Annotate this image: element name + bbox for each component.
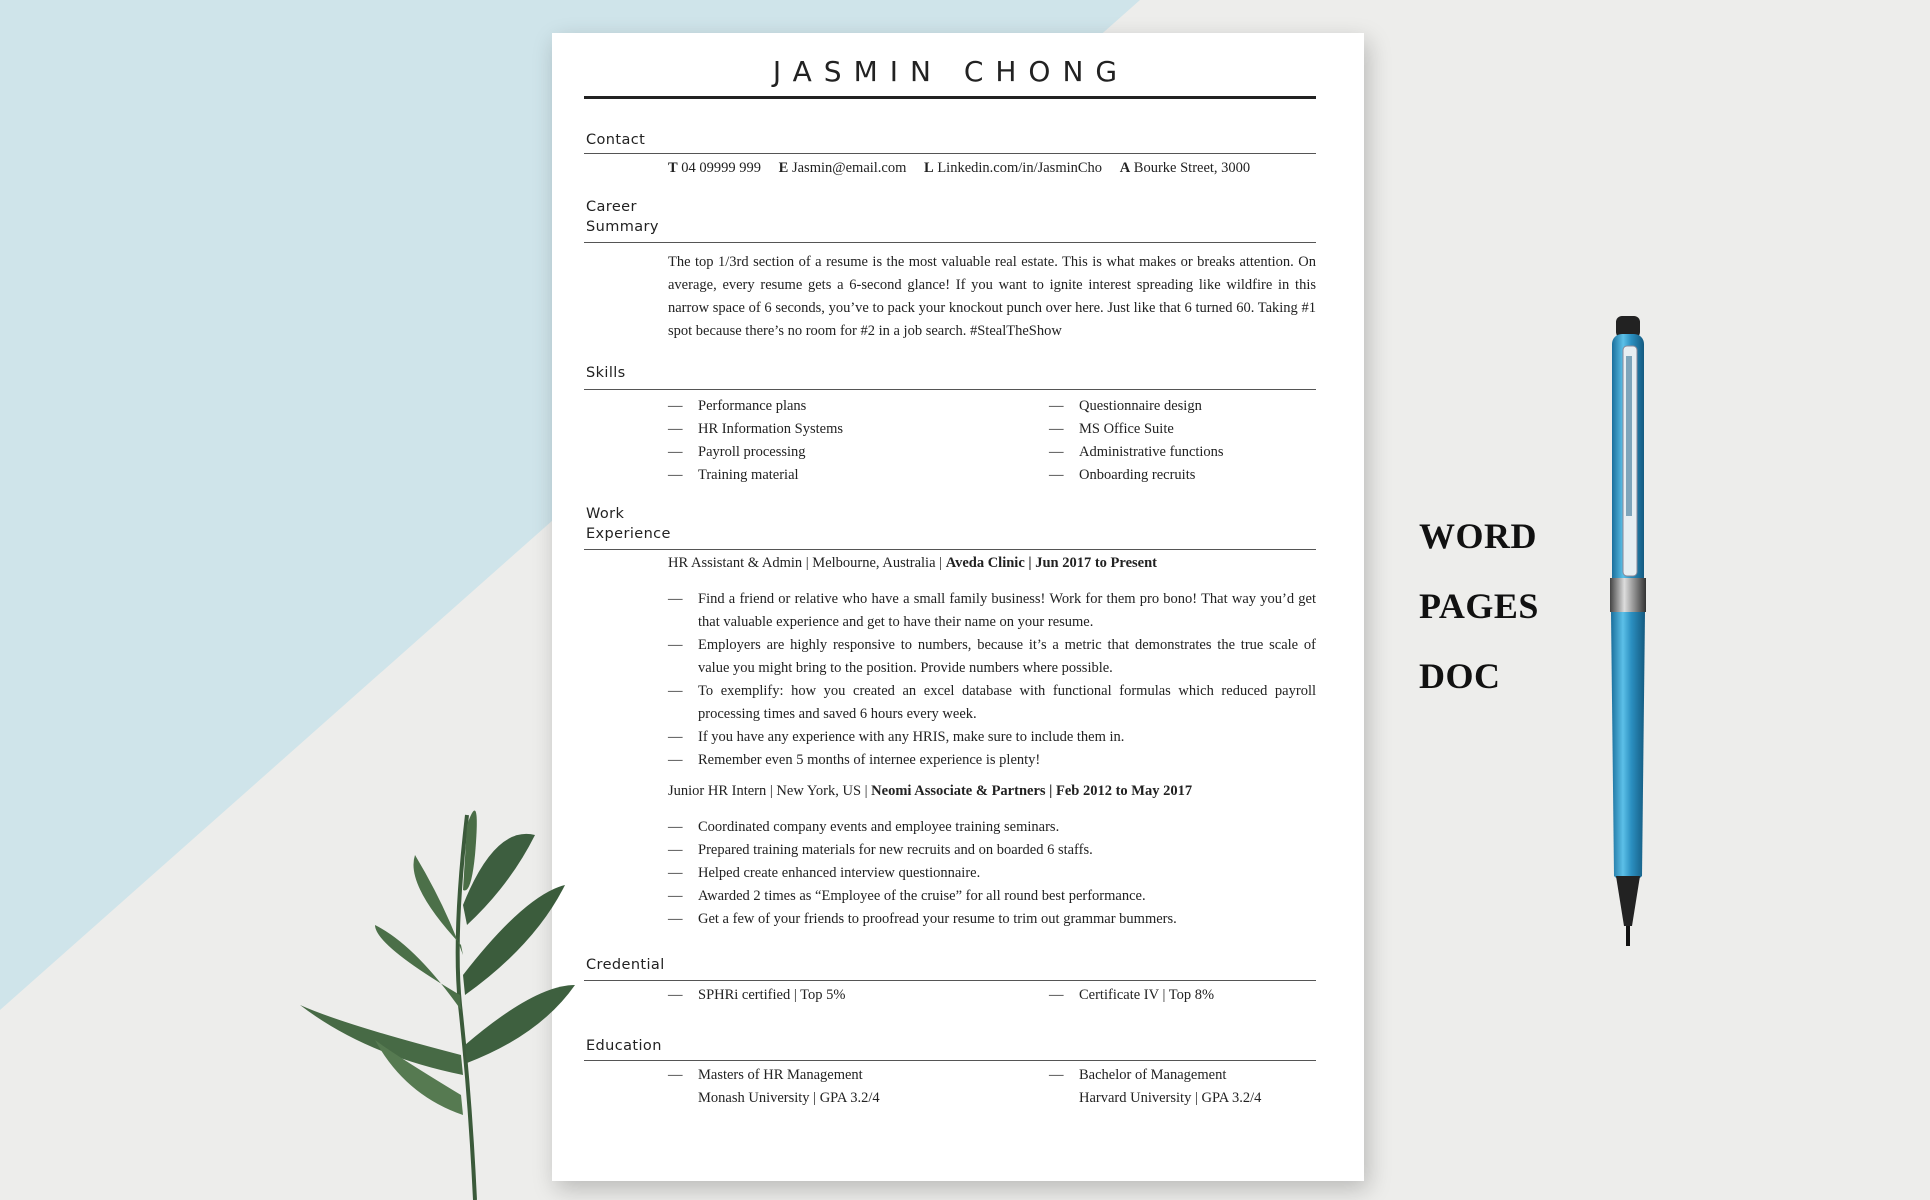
summary-text: The top 1/3rd section of a resume is the most valuable real estate. This is what makes or breaks attention. On average, every resume gets a 6-second glance! If you want to ignite interest spreading like wildfire in this narrow space of 6 seconds, you’ve to pack your knockout punch over here. Just like that 6 turned 60. Taking #1 spot because there’s no room for #2 in a job search. #StealTheShow bbox=[668, 254, 1316, 339]
job-bullet: — Remember even 5 months of internee experience is plenty! bbox=[668, 752, 1041, 768]
skill-item: — Questionnaire design bbox=[1049, 398, 1202, 414]
skills-divider bbox=[584, 389, 1316, 390]
contact-divider bbox=[584, 153, 1316, 154]
job-bullet: — If you have any experience with any HRIS, make sure to include them in. bbox=[668, 729, 1125, 745]
job-bullet: — Prepared training materials for new recruits and on boarded 6 staffs. bbox=[668, 842, 1093, 858]
skill-item: — Administrative functions bbox=[1049, 444, 1224, 460]
job-bullet: — Awarded 2 times as “Employee of the cruise” for all round best performance. bbox=[668, 888, 1146, 904]
job-bullets bbox=[668, 816, 1316, 931]
job-header: HR Assistant & Admin | Melbourne, Australia | Aveda Clinic | Jun 2017 to Present bbox=[668, 555, 1157, 571]
contact-heading: Contact bbox=[586, 132, 646, 148]
education-right: — Bachelor of Management Harvard University | GPA 3.2/4 bbox=[1049, 1067, 1262, 1106]
job-bullet: — Helped create enhanced interview questionnaire. bbox=[668, 865, 981, 881]
skill-item: — Performance plans bbox=[668, 398, 807, 414]
job-bullet: — Find a friend or relative who have a small family business! Work for them pro bono! That way you’d get that valuable experience and get to have their name on your resume. bbox=[668, 591, 1316, 630]
format-word-label: WORD bbox=[1419, 516, 1537, 556]
work-heading: Work Experience bbox=[586, 506, 671, 542]
skill-item: — Training material bbox=[668, 467, 799, 483]
job-bullet: — Coordinated company events and employee training seminars. bbox=[668, 819, 1060, 835]
education-heading: Education bbox=[586, 1038, 662, 1054]
job-bullet: — Employers are highly responsive to numbers, because it’s a metric that demonstrates the true scale of value you might bring to the position. Provide numbers where possible. bbox=[668, 637, 1316, 676]
skill-item: — Payroll processing bbox=[668, 444, 806, 460]
credential-divider bbox=[584, 980, 1316, 981]
summary-divider bbox=[584, 242, 1316, 243]
credential-right: — Certificate IV | Top 8% bbox=[1049, 987, 1215, 1003]
job-bullets bbox=[668, 588, 1316, 772]
skills-heading: Skills bbox=[586, 365, 626, 381]
contact-phone: T 04 09999 999 bbox=[668, 160, 762, 176]
contact-linkedin: L Linkedin.com/in/JasminCho bbox=[924, 160, 1103, 176]
contact-address: A Bourke Street, 3000 bbox=[1119, 160, 1251, 176]
job-bullet: — To exemplify: how you created an excel database with functional formulas which reduced payroll processing times and saved 6 hours every week. bbox=[668, 683, 1316, 722]
skill-item: — MS Office Suite bbox=[1049, 421, 1174, 437]
format-doc-label: DOC bbox=[1419, 656, 1501, 696]
summary-heading: Career Summary bbox=[586, 199, 659, 235]
skills-left-list bbox=[668, 395, 843, 487]
plant-leaf-icon bbox=[285, 795, 605, 1200]
resume-page bbox=[552, 33, 1364, 1181]
name-divider bbox=[584, 96, 1316, 99]
pen-icon bbox=[1598, 316, 1658, 961]
job-bullet: — Get a few of your friends to proofread your resume to trim out grammar bummers. bbox=[668, 911, 1177, 927]
skills-right-list bbox=[1049, 395, 1224, 487]
credential-heading: Credential bbox=[586, 957, 665, 973]
skill-item: — Onboarding recruits bbox=[1049, 467, 1196, 483]
skill-item: — HR Information Systems bbox=[668, 421, 843, 437]
format-pages-label: PAGES bbox=[1419, 586, 1539, 626]
work-divider bbox=[584, 549, 1316, 550]
resume-name: JASMIN CHONG bbox=[772, 55, 1130, 88]
contact-line bbox=[668, 160, 1264, 177]
contact-email: E Jasmin@email.com bbox=[778, 160, 907, 176]
education-divider bbox=[584, 1060, 1316, 1061]
education-left: — Masters of HR Management Monash University | GPA 3.2/4 bbox=[668, 1067, 880, 1106]
job-header: Junior HR Intern | New York, US | Neomi Associate & Partners | Feb 2012 to May 2017 bbox=[668, 783, 1193, 799]
credential-left: — SPHRi certified | Top 5% bbox=[668, 987, 846, 1003]
